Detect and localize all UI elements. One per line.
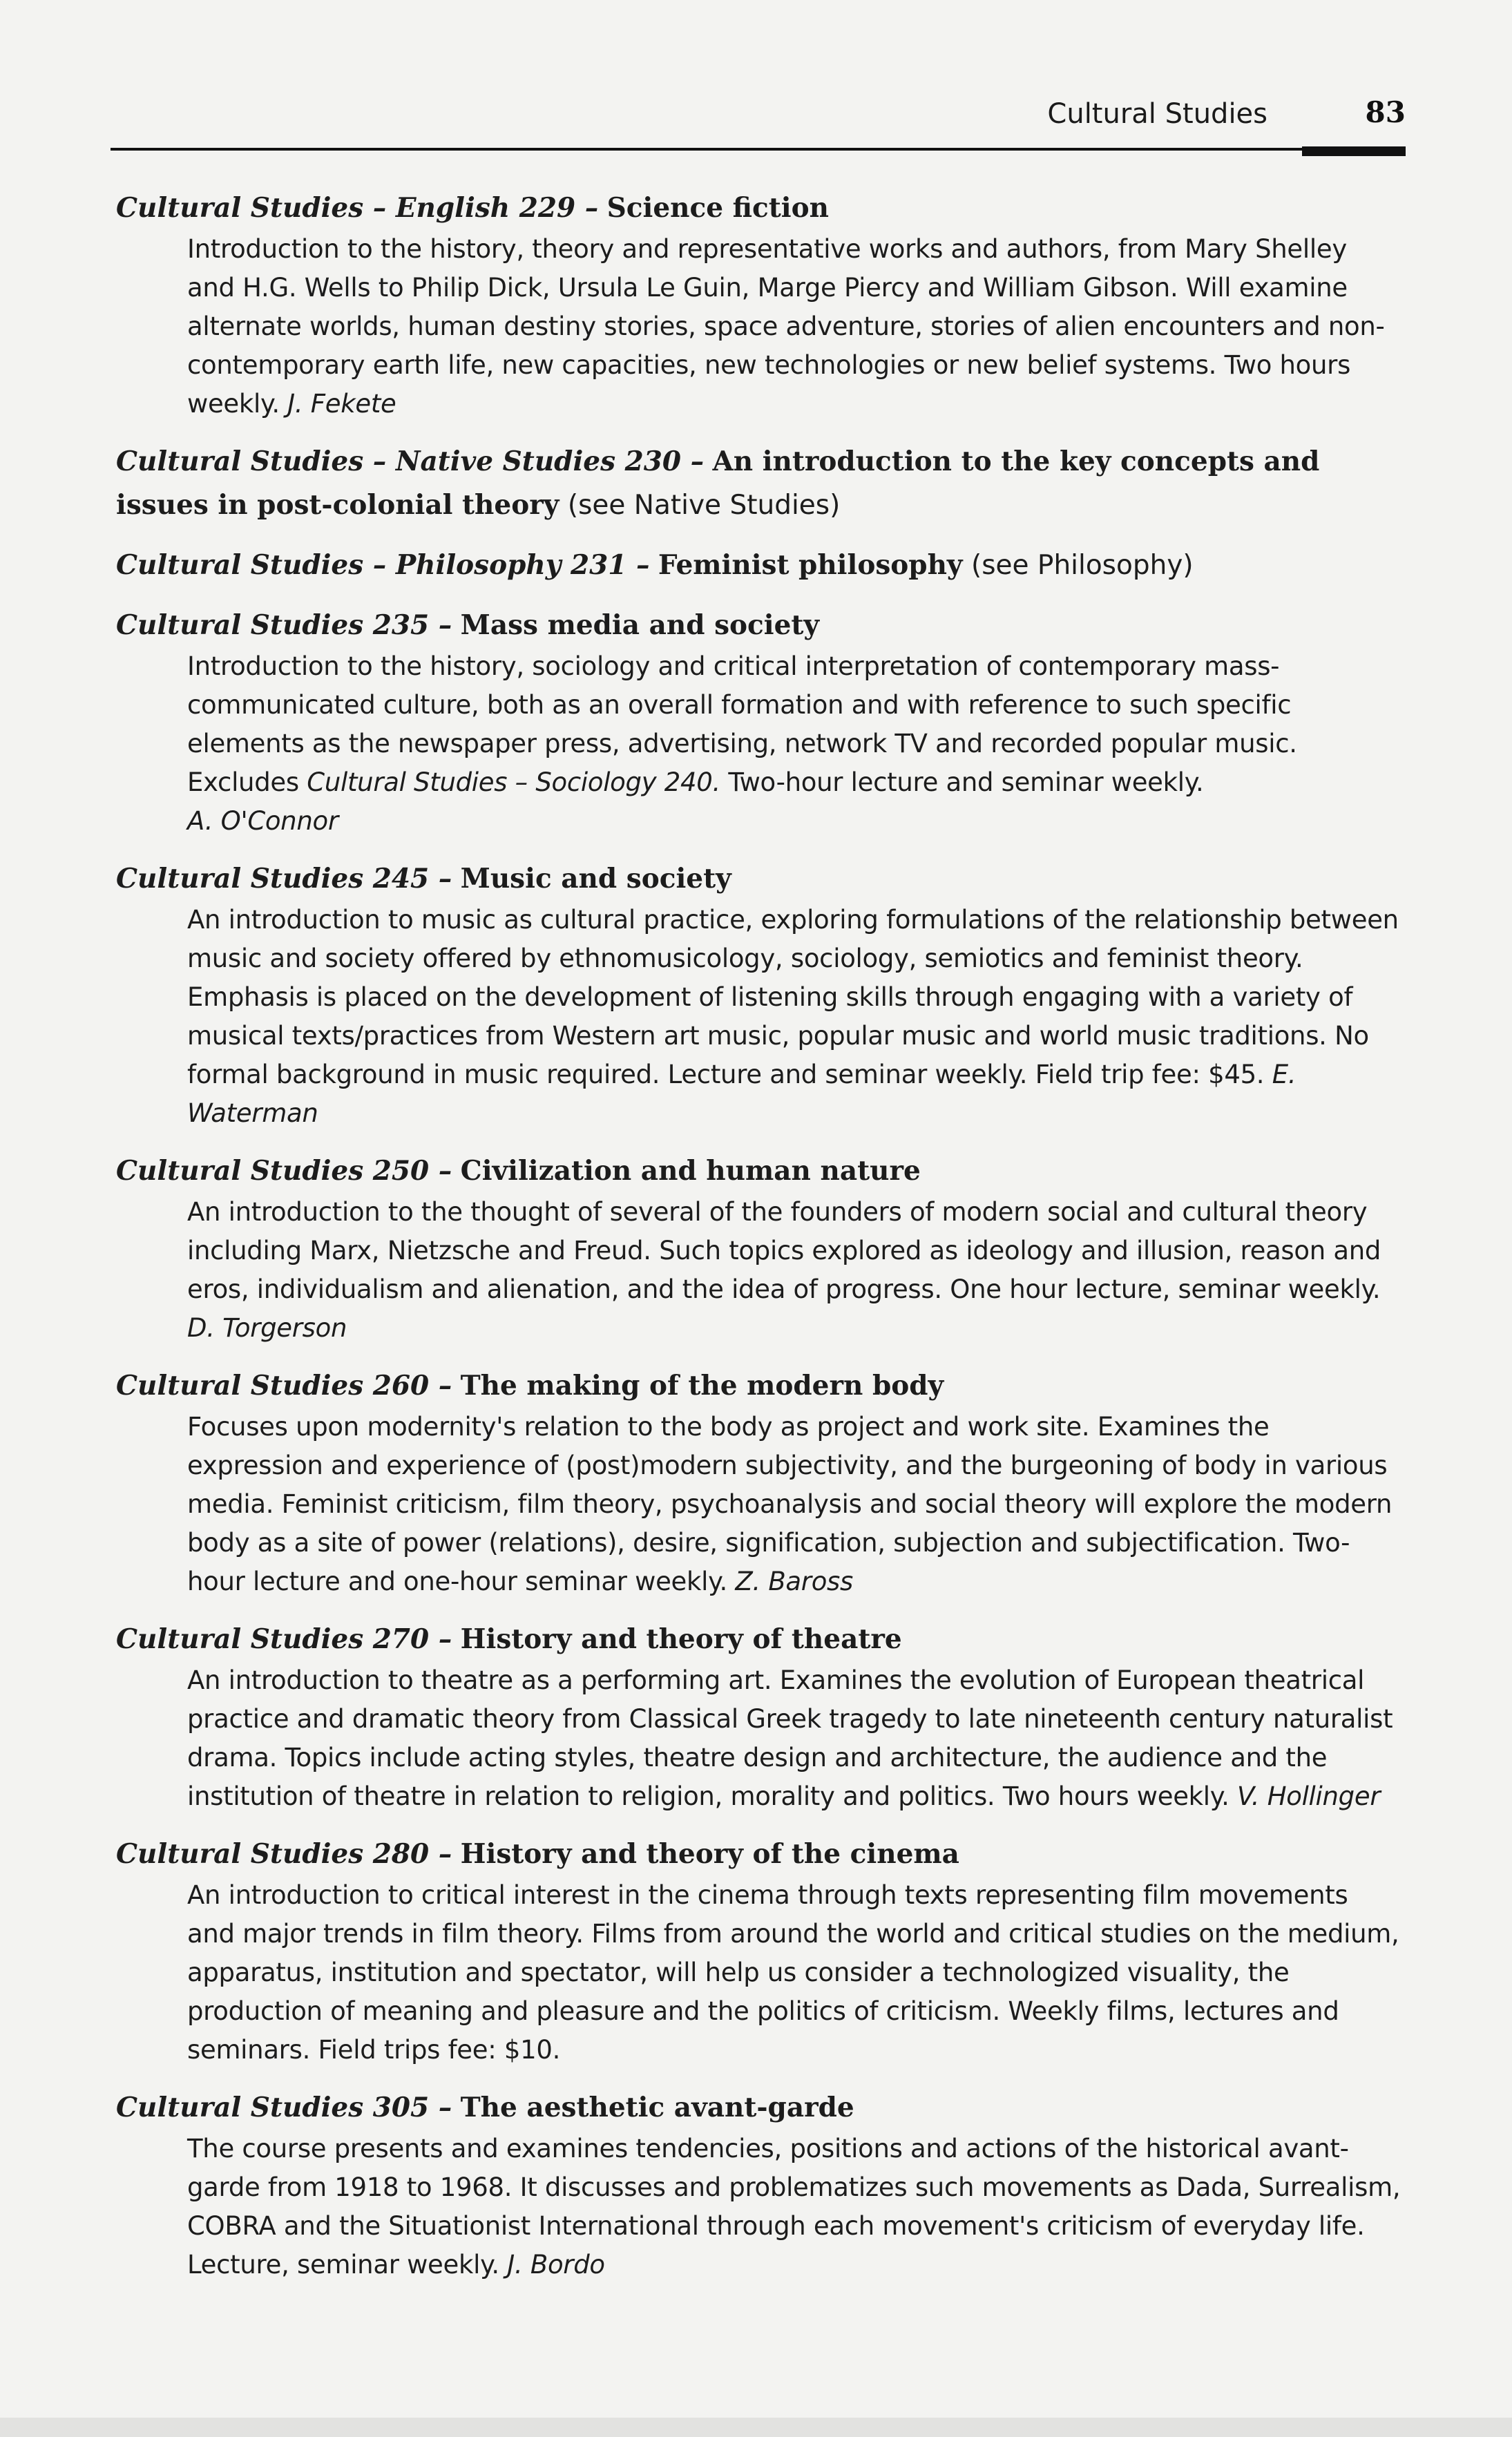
course-title — [116, 1364, 1401, 1408]
course-entry-280 — [116, 1833, 1401, 2070]
course-entry-270 — [116, 1618, 1401, 1816]
course-entry-english-229 — [116, 187, 1401, 423]
course-entry-305 — [116, 2086, 1401, 2284]
course-description — [187, 1876, 1401, 2070]
instructor-name: Z. Baross — [735, 1567, 854, 1596]
course-title — [116, 1149, 1401, 1193]
page-header — [111, 90, 1406, 145]
description-text: An introduction to critical interest in the cinema through texts representing film movements and major trends in film theory. Films from around the world and critical studies on the medium, apparatus, institution and spectator, will help us consider a technologized visuality, the production of meaning and pleasure and the politics of criticism. Weekly films, lectures and seminars. Field trips fee: $10. — [187, 1880, 1399, 2065]
course-name: History and theory of theatre — [460, 1623, 902, 1655]
course-entry-245 — [116, 857, 1401, 1133]
instructor-name: J. Bordo — [507, 2250, 605, 2280]
cross-reference: (see Philosophy) — [971, 550, 1194, 581]
instructor-name: E. Waterman — [187, 1060, 1296, 1128]
description-text-after: Two-hour lecture and seminar weekly. — [728, 767, 1204, 797]
course-description — [187, 1193, 1401, 1348]
course-title — [116, 440, 1401, 527]
course-entry-native-studies-230 — [116, 440, 1401, 527]
header-rule — [111, 148, 1406, 151]
course-code: Cultural Studies 260 – — [116, 1370, 452, 1402]
course-entry-250 — [116, 1149, 1401, 1348]
description-text: An introduction to the thought of several of the founders of modern social and cultural theory including Marx, Nietzsche and Freud. Such topics explored as ideology and illusion, reason and eros, individualism and alienation, and the idea of progress. One hour lecture, seminar weekly. — [187, 1197, 1381, 1304]
course-description — [187, 901, 1401, 1133]
course-title — [116, 2086, 1401, 2130]
description-text: The course presents and examines tendencies, positions and actions of the historical avant-garde from 1918 to 1968. It discusses and problematizes such movements as Dada, Surrealism, COBRA and the Situationist International through each movement's criticism of everyday life. Lecture, seminar weekly. — [187, 2134, 1401, 2280]
course-description — [187, 1408, 1401, 1601]
course-list — [116, 187, 1401, 2301]
course-description — [187, 230, 1401, 423]
course-name: Civilization and human nature — [460, 1155, 921, 1187]
course-entry-260 — [116, 1364, 1401, 1601]
course-title — [116, 1833, 1401, 1876]
course-title — [116, 857, 1401, 901]
instructor-name: V. Hollinger — [1237, 1781, 1381, 1811]
instructor-name: D. Torgerson — [187, 1313, 347, 1343]
header-rule-tab — [1302, 146, 1406, 156]
scan-bottom-edge — [0, 2418, 1512, 2437]
description-text: An introduction to music as cultural practice, exploring formulations of the relationship between music and society offered by ethnomusicology, sociology, semiotics and feminist theory. Emphasis is placed on the development of listening skills through engaging with a variety of musical texts/practices from Western art music, popular music and world music traditions. No formal background in music required. Lecture and seminar weekly. Field trip fee: $45. — [187, 905, 1399, 1089]
course-entry-philosophy-231 — [116, 544, 1401, 587]
course-name: History and theory of the cinema — [460, 1838, 959, 1870]
course-title — [116, 187, 1401, 230]
course-code: Cultural Studies 235 – — [116, 609, 452, 641]
course-code: Cultural Studies – Native Studies 230 – — [116, 446, 705, 477]
course-code: Cultural Studies 270 – — [116, 1623, 452, 1655]
description-text: Focuses upon modernity's relation to the body as project and work site. Examines the expression and experience of (post)modern subjectivity, and the burgeoning of body in various media. Feminist criticism, film theory, psychoanalysis and social theory will explore the modern body as a site of power (relations), desire, signification, subjection and subjectification. Two-hour lecture and one-hour seminar weekly. — [187, 1412, 1393, 1596]
course-title — [116, 1618, 1401, 1661]
course-name: Science fiction — [606, 192, 829, 224]
course-name: Feminist philosophy — [658, 549, 963, 581]
description-text: Introduction to the history, theory and representative works and authors, from Mary Shelley and H.G. Wells to Philip Dick, Ursula Le Guin, Marge Piercy and William Gibson. Will examine alternate worlds, human destiny stories, space adventure, stories of alien encounters and non-contemporary earth life, new capacities, new technologies or new belief systems. Two hours weekly. — [187, 234, 1385, 419]
course-code: Cultural Studies 250 – — [116, 1155, 452, 1187]
instructor-name: A. O'Connor — [187, 806, 338, 836]
running-head-section: Cultural Studies — [1047, 98, 1267, 130]
course-name: Mass media and society — [460, 609, 820, 641]
course-name: An introduction to the key concepts and issues in post-colonial theory — [116, 446, 1320, 521]
instructor-name: J. Fekete — [287, 389, 396, 419]
course-title — [116, 544, 1401, 587]
course-code: Cultural Studies 305 – — [116, 2092, 452, 2123]
course-name: The making of the modern body — [460, 1370, 944, 1402]
course-name: The aesthetic avant-garde — [460, 2092, 854, 2123]
excluded-course: Cultural Studies – Sociology 240. — [307, 767, 720, 797]
course-description — [187, 647, 1401, 841]
course-code: Cultural Studies 245 – — [116, 863, 452, 895]
description-text: An introduction to theatre as a performing art. Examines the evolution of European theatrical practice and dramatic theory from Classical Greek tragedy to late nineteenth century naturalist drama. Topics include acting styles, theatre design and architecture, the audience and the institution of theatre in relation to religion, morality and politics. Two hours weekly. — [187, 1665, 1393, 1811]
course-code: Cultural Studies – English 229 – — [116, 192, 599, 224]
course-name: Music and society — [460, 863, 731, 895]
course-description — [187, 2130, 1401, 2284]
course-title — [116, 604, 1401, 647]
course-entry-235 — [116, 604, 1401, 841]
course-code: Cultural Studies 280 – — [116, 1838, 452, 1870]
page-number: 83 — [1365, 95, 1406, 129]
cross-reference: (see Native Studies) — [567, 490, 841, 521]
course-description — [187, 1661, 1401, 1816]
description-text: Introduction to the history, sociology and critical interpretation of contemporary mass-communicated culture, both as an overall formation and with reference to such specific elements as the newspaper press, advertising, network TV and recorded popular music. Excludes — [187, 651, 1297, 797]
course-code: Cultural Studies – Philosophy 231 – — [116, 549, 650, 581]
